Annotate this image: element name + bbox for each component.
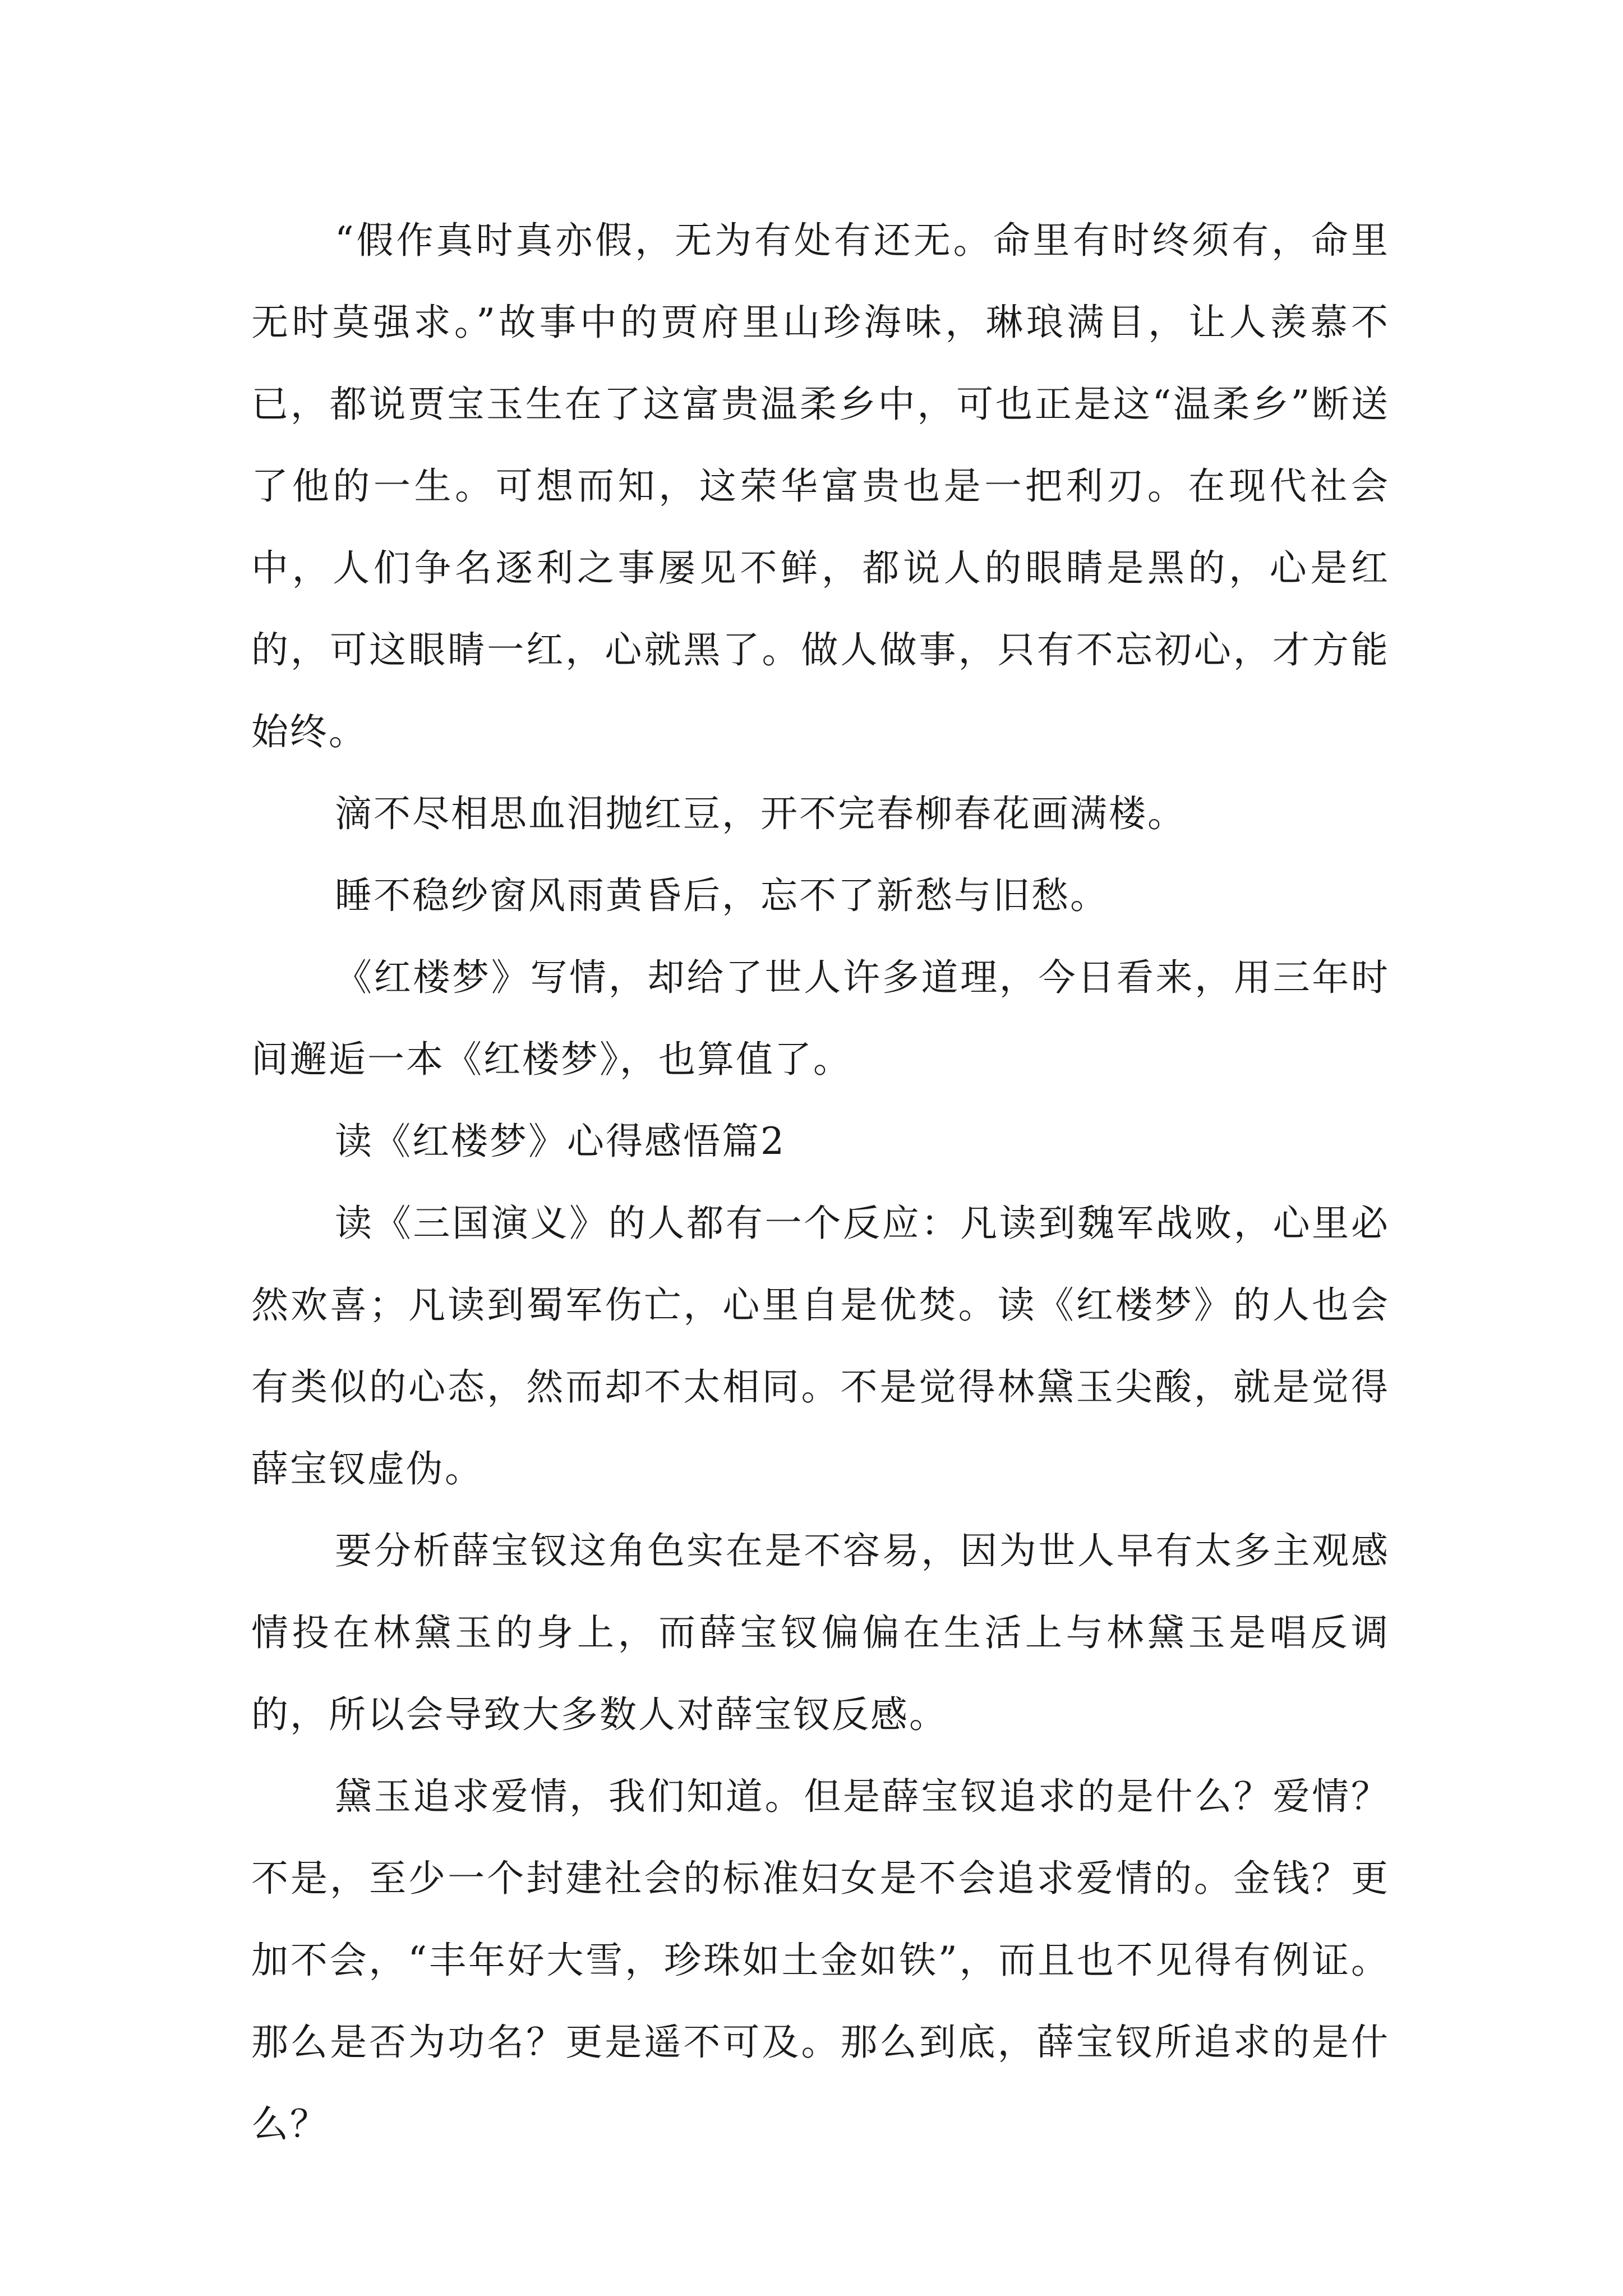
section-heading: 读《红楼梦》心得感悟篇2 xyxy=(335,1120,786,1163)
paragraph-4: 《红楼梦》写情，却给了世人许多道理，今日看来，用三年时间邂逅一本《红楼梦》，也算值了。 xyxy=(251,956,1390,1081)
paragraph-3: 睡不稳纱窗风雨黄昏后，忘不了新愁与旧愁。 xyxy=(335,874,1109,917)
paragraph-7: 黛玉追求爱情，我们知道。但是薛宝钗追求的是什么？爱情？不是，至少一个封建社会的标准妇女是不会追求爱情的。金钱？更加不会，“丰年好大雪，珍珠如土金如铁”，而且也不见得有例证。那么是否为功名？更是遥不可及。那么到底，薛宝钗所追求的是什么？ xyxy=(251,1775,1390,2146)
paragraph-1: “假作真时真亦假，无为有处有还无。命里有时终须有，命里无时莫强求。”故事中的贾府里山珍海味，琳琅满目，让人羡慕不已，都说贾宝玉生在了这富贵温柔乡中，可也正是这“温柔乡”断送了他的一生。可想而知，这荣华富贵也是一把利刃。在现代社会中，人们争名逐利之事屡见不鲜，都说人的眼睛是黑的，心是红的，可这眼睛一红，心就黑了。做人做事，只有不忘初心，才方能始终。 xyxy=(251,219,1390,753)
paragraph-2: 滴不尽相思血泪抛红豆，开不完春柳春花画满楼。 xyxy=(335,792,1186,835)
document-body xyxy=(251,200,1390,2165)
paragraph-5: 读《三国演义》的人都有一个反应：凡读到魏军战败，心里必然欢喜；凡读到蜀军伤亡，心里自是优焚。读《红楼梦》的人也会有类似的心态，然而却不太相同。不是觉得林黛玉尖酸，就是觉得薛宝钗虚伪。 xyxy=(251,1202,1390,1490)
paragraph-6: 要分析薛宝钗这角色实在是不容易，因为世人早有太多主观感情投在林黛玉的身上，而薛宝钗偏偏在生活上与林黛玉是唱反调的，所以会导致大多数人对薛宝钗反感。 xyxy=(251,1529,1390,1736)
